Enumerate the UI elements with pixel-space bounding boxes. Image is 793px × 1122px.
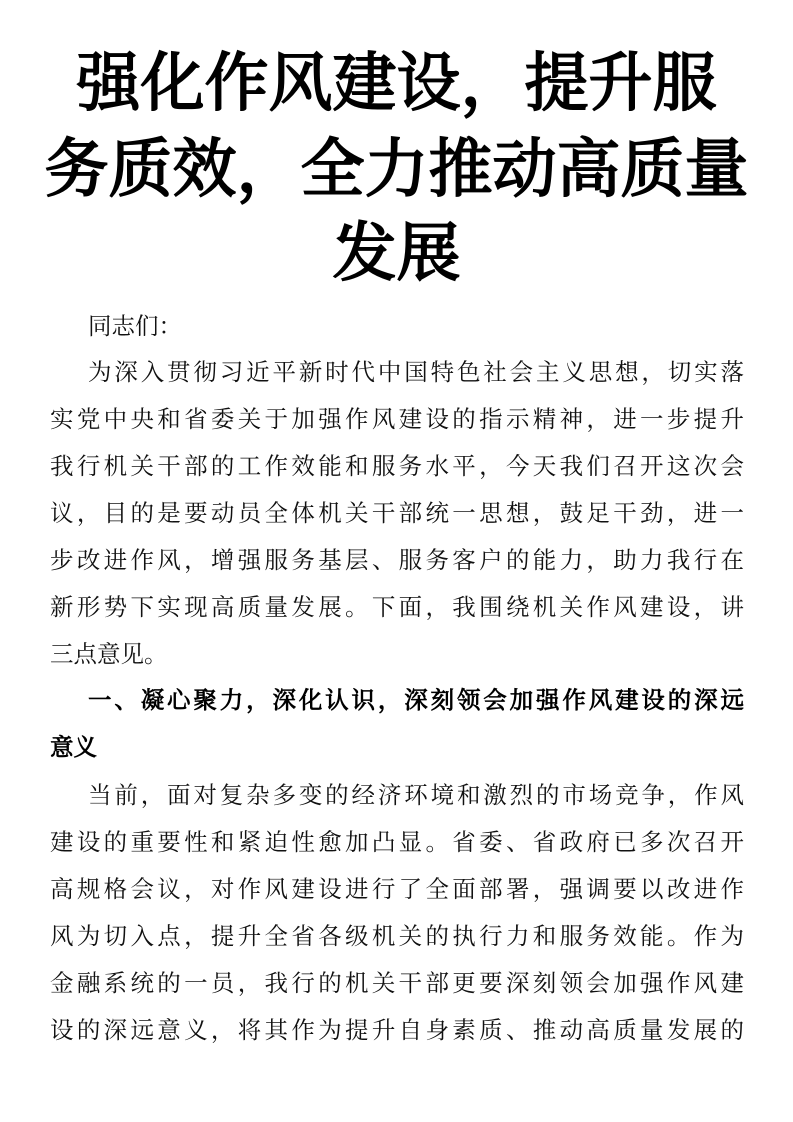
document-title-line-3: 发展 — [332, 217, 461, 291]
paragraph-line: 高规格会议，对作风建设进行了全面部署，强调要以改进作 — [50, 875, 744, 903]
paragraph-line: 设的深远意义，将其作为提升自身素质、推动高质量发展的 — [50, 1016, 744, 1044]
paragraph-line: 风为切入点，提升全省各级机关的执行力和服务效能。作为 — [50, 922, 744, 950]
document-title-line-1: 强化作风建设，提升服 — [76, 47, 717, 121]
section-heading-line: 意义 — [50, 733, 97, 761]
paragraph-line: 为深入贯彻习近平新时代中国特色社会主义思想，切实落 — [88, 358, 744, 386]
paragraph-line: 金融系统的一员，我行的机关干部更要深刻领会加强作风建 — [50, 969, 744, 997]
document-title-line-2: 务质效，全力推动高质量 — [44, 133, 749, 207]
paragraph-line: 新形势下实现高质量发展。下面，我围绕机关作风建设，讲 — [50, 593, 744, 621]
salutation: 同志们： — [88, 312, 182, 340]
paragraph-line: 议，目的是要动员全体机关干部统一思想，鼓足干劲，进一 — [50, 499, 744, 527]
paragraph-line: 实党中央和省委关于加强作风建设的指示精神，进一步提升 — [50, 405, 744, 433]
paragraph-line: 建设的重要性和紧迫性愈加凸显。省委、省政府已多次召开 — [50, 828, 744, 856]
section-heading-line: 一、凝心聚力，深化认识，深刻领会加强作风建设的深远 — [88, 686, 744, 714]
paragraph-line: 三点意见。 — [50, 640, 168, 668]
paragraph-line: 我行机关干部的工作效能和服务水平，今天我们召开这次会 — [50, 452, 744, 480]
paragraph-line: 当前，面对复杂多变的经济环境和激烈的市场竞争，作风 — [88, 781, 744, 809]
paragraph-line: 步改进作风，增强服务基层、服务客户的能力，助力我行在 — [50, 546, 744, 574]
